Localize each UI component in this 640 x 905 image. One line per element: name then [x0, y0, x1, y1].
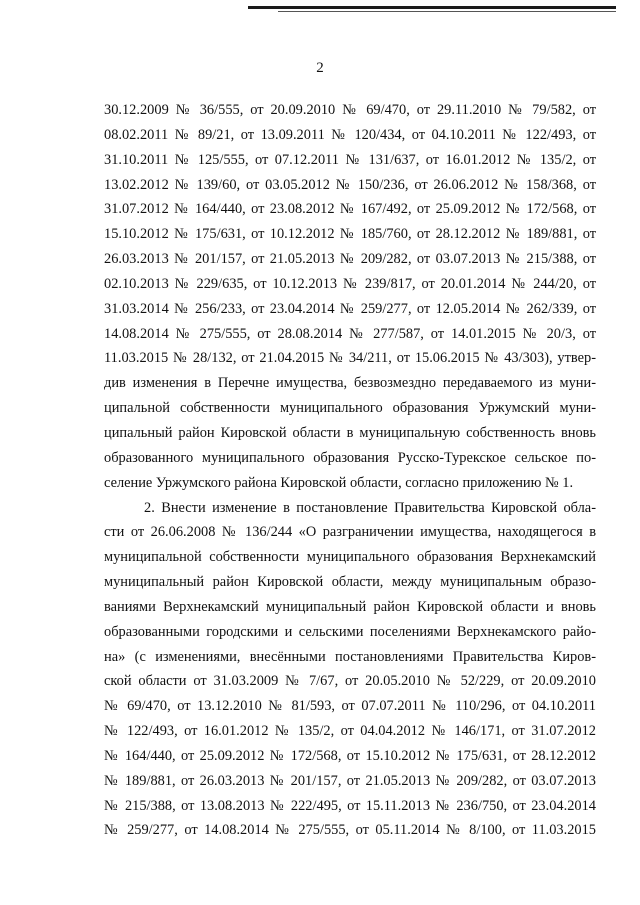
- text-line: 30.12.2009 № 36/555, от 20.09.2010 № 69/470, от 29.11.2010 № 79/582, от: [104, 102, 596, 118]
- text-line: ципальный район Кировской области в муниципальную собственность вновь: [104, 424, 596, 441]
- text-line: 31.03.2014 № 256/233, от 23.04.2014 № 259/277, от 12.05.2014 № 262/339, от: [104, 300, 596, 317]
- page-number: 2: [316, 60, 324, 76]
- text-line: муниципальный район Кировской области, между муниципальным образо-: [104, 574, 596, 591]
- text-line: муниципальной собственности муниципального образования Верхнекамский: [104, 549, 596, 566]
- text-line: 15.10.2012 № 175/631, от 10.12.2012 № 185/760, от 28.12.2012 № 189/881, от: [104, 226, 596, 243]
- document-body: [104, 98, 596, 843]
- text-line: № 122/493, от 16.01.2012 № 135/2, от 04.04.2012 № 146/171, от 31.07.2012: [104, 723, 596, 740]
- text-line: 02.10.2013 № 229/635, от 10.12.2013 № 239/817, от 20.01.2014 № 244/20, от: [104, 275, 596, 292]
- header-rule-thin: [278, 11, 616, 12]
- text-line: образованного муниципального образования Русско-Турекское сельское по-: [104, 449, 596, 466]
- text-line: 08.02.2011 № 89/21, от 13.09.2011 № 120/434, от 04.10.2011 № 122/493, от: [104, 126, 596, 143]
- header-rule: [248, 6, 616, 9]
- text-line: 11.03.2015 № 28/132, от 21.04.2015 № 34/211, от 15.06.2015 № 43/303), утвер-: [104, 350, 596, 367]
- text-line: № 215/388, от 13.08.2013 № 222/495, от 15.11.2013 № 236/750, от 23.04.2014: [104, 797, 596, 814]
- text-line: див изменения в Перечне имущества, безвозмездно передаваемого из муни-: [104, 375, 596, 392]
- text-line: № 189/881, от 26.03.2013 № 201/157, от 21.05.2013 № 209/282, от 03.07.2013: [104, 772, 596, 789]
- text-line: ваниями Верхнекамский муниципальный район Кировской области и вновь: [104, 598, 596, 615]
- text-line: 26.03.2013 № 201/157, от 21.05.2013 № 209/282, от 03.07.2013 № 215/388, от: [104, 251, 596, 268]
- text-line: № 259/277, от 14.08.2014 № 275/555, от 05.11.2014 № 8/100, от 11.03.2015: [104, 822, 596, 839]
- text-line: 2. Внести изменение в постановление Правительства Кировской обла-: [144, 499, 596, 516]
- text-line: на» (с изменениями, внесёнными постановлениями Правительства Киров-: [104, 648, 596, 665]
- text-line: селение Уржумского района Кировской области, согласно приложению № 1.: [104, 474, 574, 491]
- text-line: образованными городскими и сельскими поселениями Верхнекамского райо-: [104, 623, 596, 640]
- text-line: № 69/470, от 13.12.2010 № 81/593, от 07.07.2011 № 110/296, от 04.10.2011: [104, 698, 596, 715]
- text-line: 13.02.2012 № 139/60, от 03.05.2012 № 150/236, от 26.06.2012 № 158/368, от: [104, 176, 596, 193]
- text-line: ципальной собственности муниципального образования Уржумский муни-: [104, 400, 596, 417]
- text-line: 31.07.2012 № 164/440, от 23.08.2012 № 167/492, от 25.09.2012 № 172/568, от: [104, 201, 596, 218]
- text-line: ской области от 31.03.2009 № 7/67, от 20.05.2010 № 52/229, от 20.09.2010: [104, 673, 596, 690]
- text-line: 14.08.2014 № 275/555, от 28.08.2014 № 277/587, от 14.01.2015 № 20/3, от: [104, 325, 596, 342]
- text-line: 31.10.2011 № 125/555, от 07.12.2011 № 131/637, от 16.01.2012 № 135/2, от: [104, 151, 596, 168]
- text-line: № 164/440, от 25.09.2012 № 172/568, от 15.10.2012 № 175/631, от 28.12.2012: [104, 747, 596, 764]
- text-line: сти от 26.06.2008 № 136/244 «О разграничении имущества, находящегося в: [104, 524, 596, 541]
